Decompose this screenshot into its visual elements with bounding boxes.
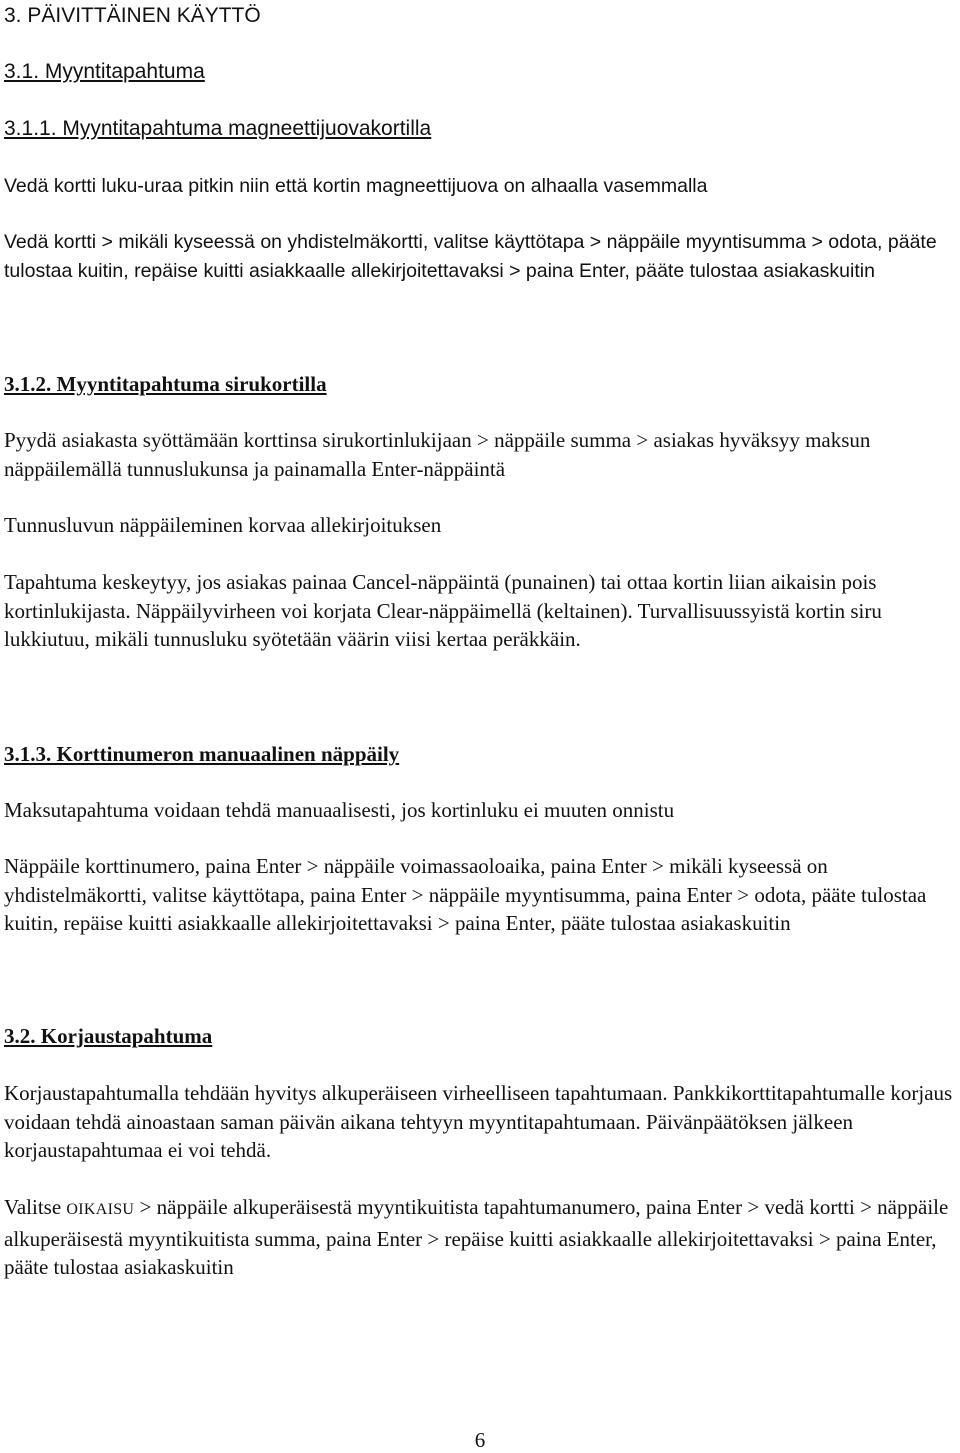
oikaisu-key-label: OIKAISU xyxy=(66,1201,135,1218)
section-3-1-2-paragraph-1: Pyydä asiakasta syöttämään korttinsa sirukortinlukijaan > näppäile summa > asiakas hyväksyy maksun näppäilemällä tunnuslukunsa ja painamalla Enter-näppäintä xyxy=(4,428,871,481)
section-3-1-3-paragraph-1: Maksutapahtuma voidaan tehdä manuaalisesti, jos kortinluku ei muuten onnistu xyxy=(4,798,675,822)
section-3-1-2-heading: 3.1.2. Myyntitapahtuma sirukortilla xyxy=(4,372,327,396)
section-3-2-heading: 3.2. Korjaustapahtuma xyxy=(4,1024,213,1048)
section-3-2-paragraph-2 xyxy=(4,1193,954,1282)
section-3-2-paragraph-1: Korjaustapahtumalla tehdään hyvitys alkuperäiseen virheelliseen tapahtumaan. Pankkikorttitapahtumalle korjaus voidaan tehdä ainoastaan saman päivän aikana tehtyyn myyntitapahtumaan. Päivänpäätöksen jälkeen korjaustapahtumaa ei voi tehdä. xyxy=(4,1081,953,1162)
section-3-heading: 3. PÄIVITTÄINEN KÄYTTÖ xyxy=(4,4,261,27)
section-3-1-heading: 3.1. Myyntitapahtuma xyxy=(4,60,205,83)
paragraph-rest-text: > näppäile alkuperäisestä myyntikuitista tapahtumanumero, paina Enter > vedä kortti > näppäile alkuperäisestä myyntikuitista summa, paina Enter > repäise kuitti asiakkaalle allekirjoitettavaksi > paina Enter, pääte tulostaa asiakaskuitin xyxy=(4,1195,949,1279)
section-3-1-1-paragraph-1: Vedä kortti luku-uraa pitkin niin että kortin magneettijuova on alhaalla vasemmalla xyxy=(4,175,708,197)
section-3-1-2-paragraph-3: Tapahtuma keskeytyy, jos asiakas painaa Cancel-näppäintä (punainen) tai ottaa kortin liian aikaisin pois kortinlukijasta. Näppäilyvirheen voi korjata Clear-näppäimellä (keltainen). Turvallisuussyistä kortin siru lukkiutuu, mikäli tunnusluku syötetään väärin viisi kertaa peräkkäin. xyxy=(4,570,882,651)
page-number: 6 xyxy=(474,1428,486,1452)
section-3-1-3-paragraph-2: Näppäile korttinumero, paina Enter > näppäile voimassaoloaika, paina Enter > mikäli kyseessä on yhdistelmäkortti, valitse käyttötapa, paina Enter > näppäile myyntisumma, paina Enter > odota, pääte tulostaa kuitin, repäise kuitti asiakkaalle allekirjoitettavaksi > paina Enter, pääte tulostaa asiakaskuitin xyxy=(4,854,927,935)
section-3-1-1-paragraph-2: Vedä kortti > mikäli kyseessä on yhdistelmäkortti, valitse käyttötapa > näppäile myyntisumma > odota, pääte tulostaa kuitin, repäise kuitti asiakkaalle allekirjoitettavaksi > paina Enter, pääte tulostaa asiakaskuitin xyxy=(4,231,937,282)
section-3-1-1-heading: 3.1.1. Myyntitapahtuma magneettijuovakortilla xyxy=(4,117,432,140)
section-3-1-2-paragraph-2: Tunnusluvun näppäileminen korvaa allekirjoituksen xyxy=(4,513,442,537)
paragraph-lead-text: Valitse xyxy=(4,1195,67,1219)
section-3-1-3-heading: 3.1.3. Korttinumeron manuaalinen näppäily xyxy=(4,742,400,766)
